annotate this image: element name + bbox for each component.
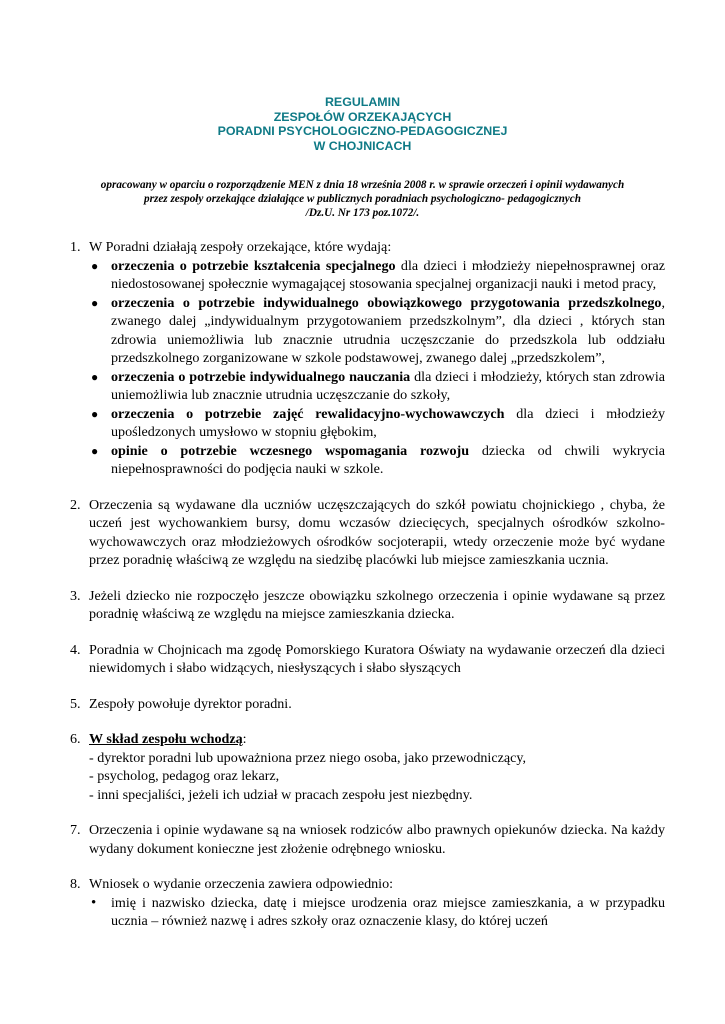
section-text: Zespoły powołuje dyrektor poradni. <box>89 695 292 712</box>
item-bold: opinie o potrzebie wczesnego wspomagania rozwoju <box>111 442 470 459</box>
dash-list <box>89 749 665 805</box>
item-bold: orzeczenia o potrzebie indywidualnego obowiązkowego przygotowania przedszkolnego <box>111 294 662 311</box>
section-6 <box>60 730 665 804</box>
document-title <box>0 95 725 153</box>
section-number: 3. <box>70 587 81 604</box>
bullet-icon: ● <box>91 369 99 384</box>
list-item <box>89 368 665 405</box>
bullet-list <box>89 894 665 931</box>
list-item: - psycholog, pedagog oraz lekarz, <box>89 768 280 784</box>
section-number: 4. <box>70 641 81 658</box>
section-bold-text: W skład zespołu wchodzą <box>89 731 243 747</box>
item-text: imię i nazwisko dziecka, datę i miejsce urodzenia oraz miejsce zamieszkania, a w przypadku ucznia – również nazwę i adres szkoły oraz oznaczenie klasy, do której uczeń <box>111 894 665 929</box>
section-4 <box>60 641 665 678</box>
section-text: W Poradni działają zespoły orzekające, które wydają: <box>89 239 392 255</box>
bullet-icon: ● <box>91 443 99 458</box>
section-text: Orzeczenia są wydawane dla uczniów uczęszczających do szkół powiatu chojnickiego , chyba, że uczeń jest wychowankiem bursy, domu wczasów dziecięcych, specjalnych ośrodków szkolno-wychowawczych oraz młodzieżowych ośrodków socjoterapii, wtedy orzeczenie może być wydane przez poradnię właściwą ze względu na siedzibę placówki lub miejsce zamieszkania ucznia. <box>89 496 665 568</box>
item-bold: orzeczenia o potrzebie zajęć rewalidacyjno-wychowawczych <box>111 405 505 422</box>
title-line-2: ZESPOŁÓW ORZEKAJĄCYCH <box>273 109 452 124</box>
section-8 <box>60 875 665 931</box>
list-item <box>89 405 665 442</box>
section-number: 8. <box>70 876 81 892</box>
list-item: - inni specjaliści, jeżeli ich udział w pracach zespołu jest niezbędny. <box>89 786 473 803</box>
bullet-icon: ● <box>91 295 99 310</box>
subtitle-line-1: opracowany w oparciu o rozporządzenie MEN z dnia 18 września 2008 r. w sprawie orzeczeń i opinii wydawanych <box>100 179 625 191</box>
section-text: Jeżeli dziecko nie rozpoczęło jeszcze obowiązku szkolnego orzeczenia i opinie wydawane są przez poradnię właściwą ze względu na miejsce zamieszkania dziecka. <box>89 587 665 622</box>
bullet-icon: ● <box>91 258 99 273</box>
document-subtitle <box>60 178 665 220</box>
section-number: 7. <box>70 822 81 838</box>
bullet-list <box>89 257 665 479</box>
section-2 <box>60 496 665 570</box>
list-item <box>89 442 665 479</box>
subtitle-line-2: przez zespoły orzekające działające w publicznych poradniach psychologiczno- pedagogicznych <box>144 193 581 205</box>
section-number: 5. <box>70 695 81 712</box>
section-text-after: : <box>242 731 247 747</box>
section-heading <box>89 730 665 749</box>
list-item: - dyrektor poradni lub upoważniona przez niego osoba, jako przewodniczący, <box>89 749 527 766</box>
section-7 <box>60 821 665 858</box>
item-text: dla dzieci i młodzieży niepełnosprawnej oraz niedostosowanej społecznie wymagającej stosowania specjalnej organizacji nauki i metod pracy, <box>111 257 665 292</box>
item-text: dla dzieci i młodzieży upośledzonych umysłowo w stopniu głębokim, <box>111 405 665 440</box>
subtitle-line-3: /Dz.U. Nr 173 poz.1072/. <box>305 207 420 219</box>
section-5 <box>60 695 665 714</box>
section-number: 6. <box>70 731 81 747</box>
item-bold: orzeczenia o potrzebie kształcenia specjalnego <box>111 257 396 274</box>
section-text: Wniosek o wydanie orzeczenia zawiera odpowiednio: <box>89 876 394 892</box>
list-item <box>89 257 665 294</box>
title-line-1: REGULAMIN <box>324 95 401 109</box>
section-3 <box>60 587 665 624</box>
section-text: Poradnia w Chojnicach ma zgodę Pomorskiego Kuratora Oświaty na wydawanie orzeczeń dla dzieci niewidomych i słabo widzących, niesłyszących i słabo słyszących <box>89 641 665 676</box>
bullet-icon: ● <box>91 406 99 421</box>
title-line-4: W CHOJNICACH <box>313 138 412 153</box>
bullet-icon: • <box>91 894 97 911</box>
item-text: dziecka od chwili wykrycia niepełnosprawności do podjęcia nauki w szkole. <box>111 442 665 477</box>
document-body <box>60 238 665 931</box>
list-item <box>89 294 665 368</box>
section-number: 2. <box>70 496 81 513</box>
item-text: , zwanego dalej „indywidualnym przygotowaniem przedszkolnym”, dla dzieci , których stan zdrowia uniemożliwia lub znacznie utrudnia uczęszczanie do przedszkola lub oddziału przedszkolnego zorganizowane w szkole podstawowej, zwanego dalej „przedszkolem”, <box>111 294 665 366</box>
item-text: dla dzieci i młodzieży, których stan zdrowia uniemożliwia lub znacznie utrudnia uczęszczanie do szkoły, <box>111 368 665 403</box>
section-1 <box>60 238 665 479</box>
title-line-3: PORADNI PSYCHOLOGICZNO-PEDAGOGICZNEJ <box>217 124 508 138</box>
section-text: Orzeczenia i opinie wydawane są na wniosek rodziców albo prawnych opiekunów dziecka. Na każdy wydany dokument konieczne jest złożenie odrębnego wniosku. <box>89 822 665 857</box>
section-number: 1. <box>70 239 81 255</box>
item-bold: orzeczenia o potrzebie indywidualnego nauczania <box>111 368 411 385</box>
list-item <box>89 894 665 931</box>
